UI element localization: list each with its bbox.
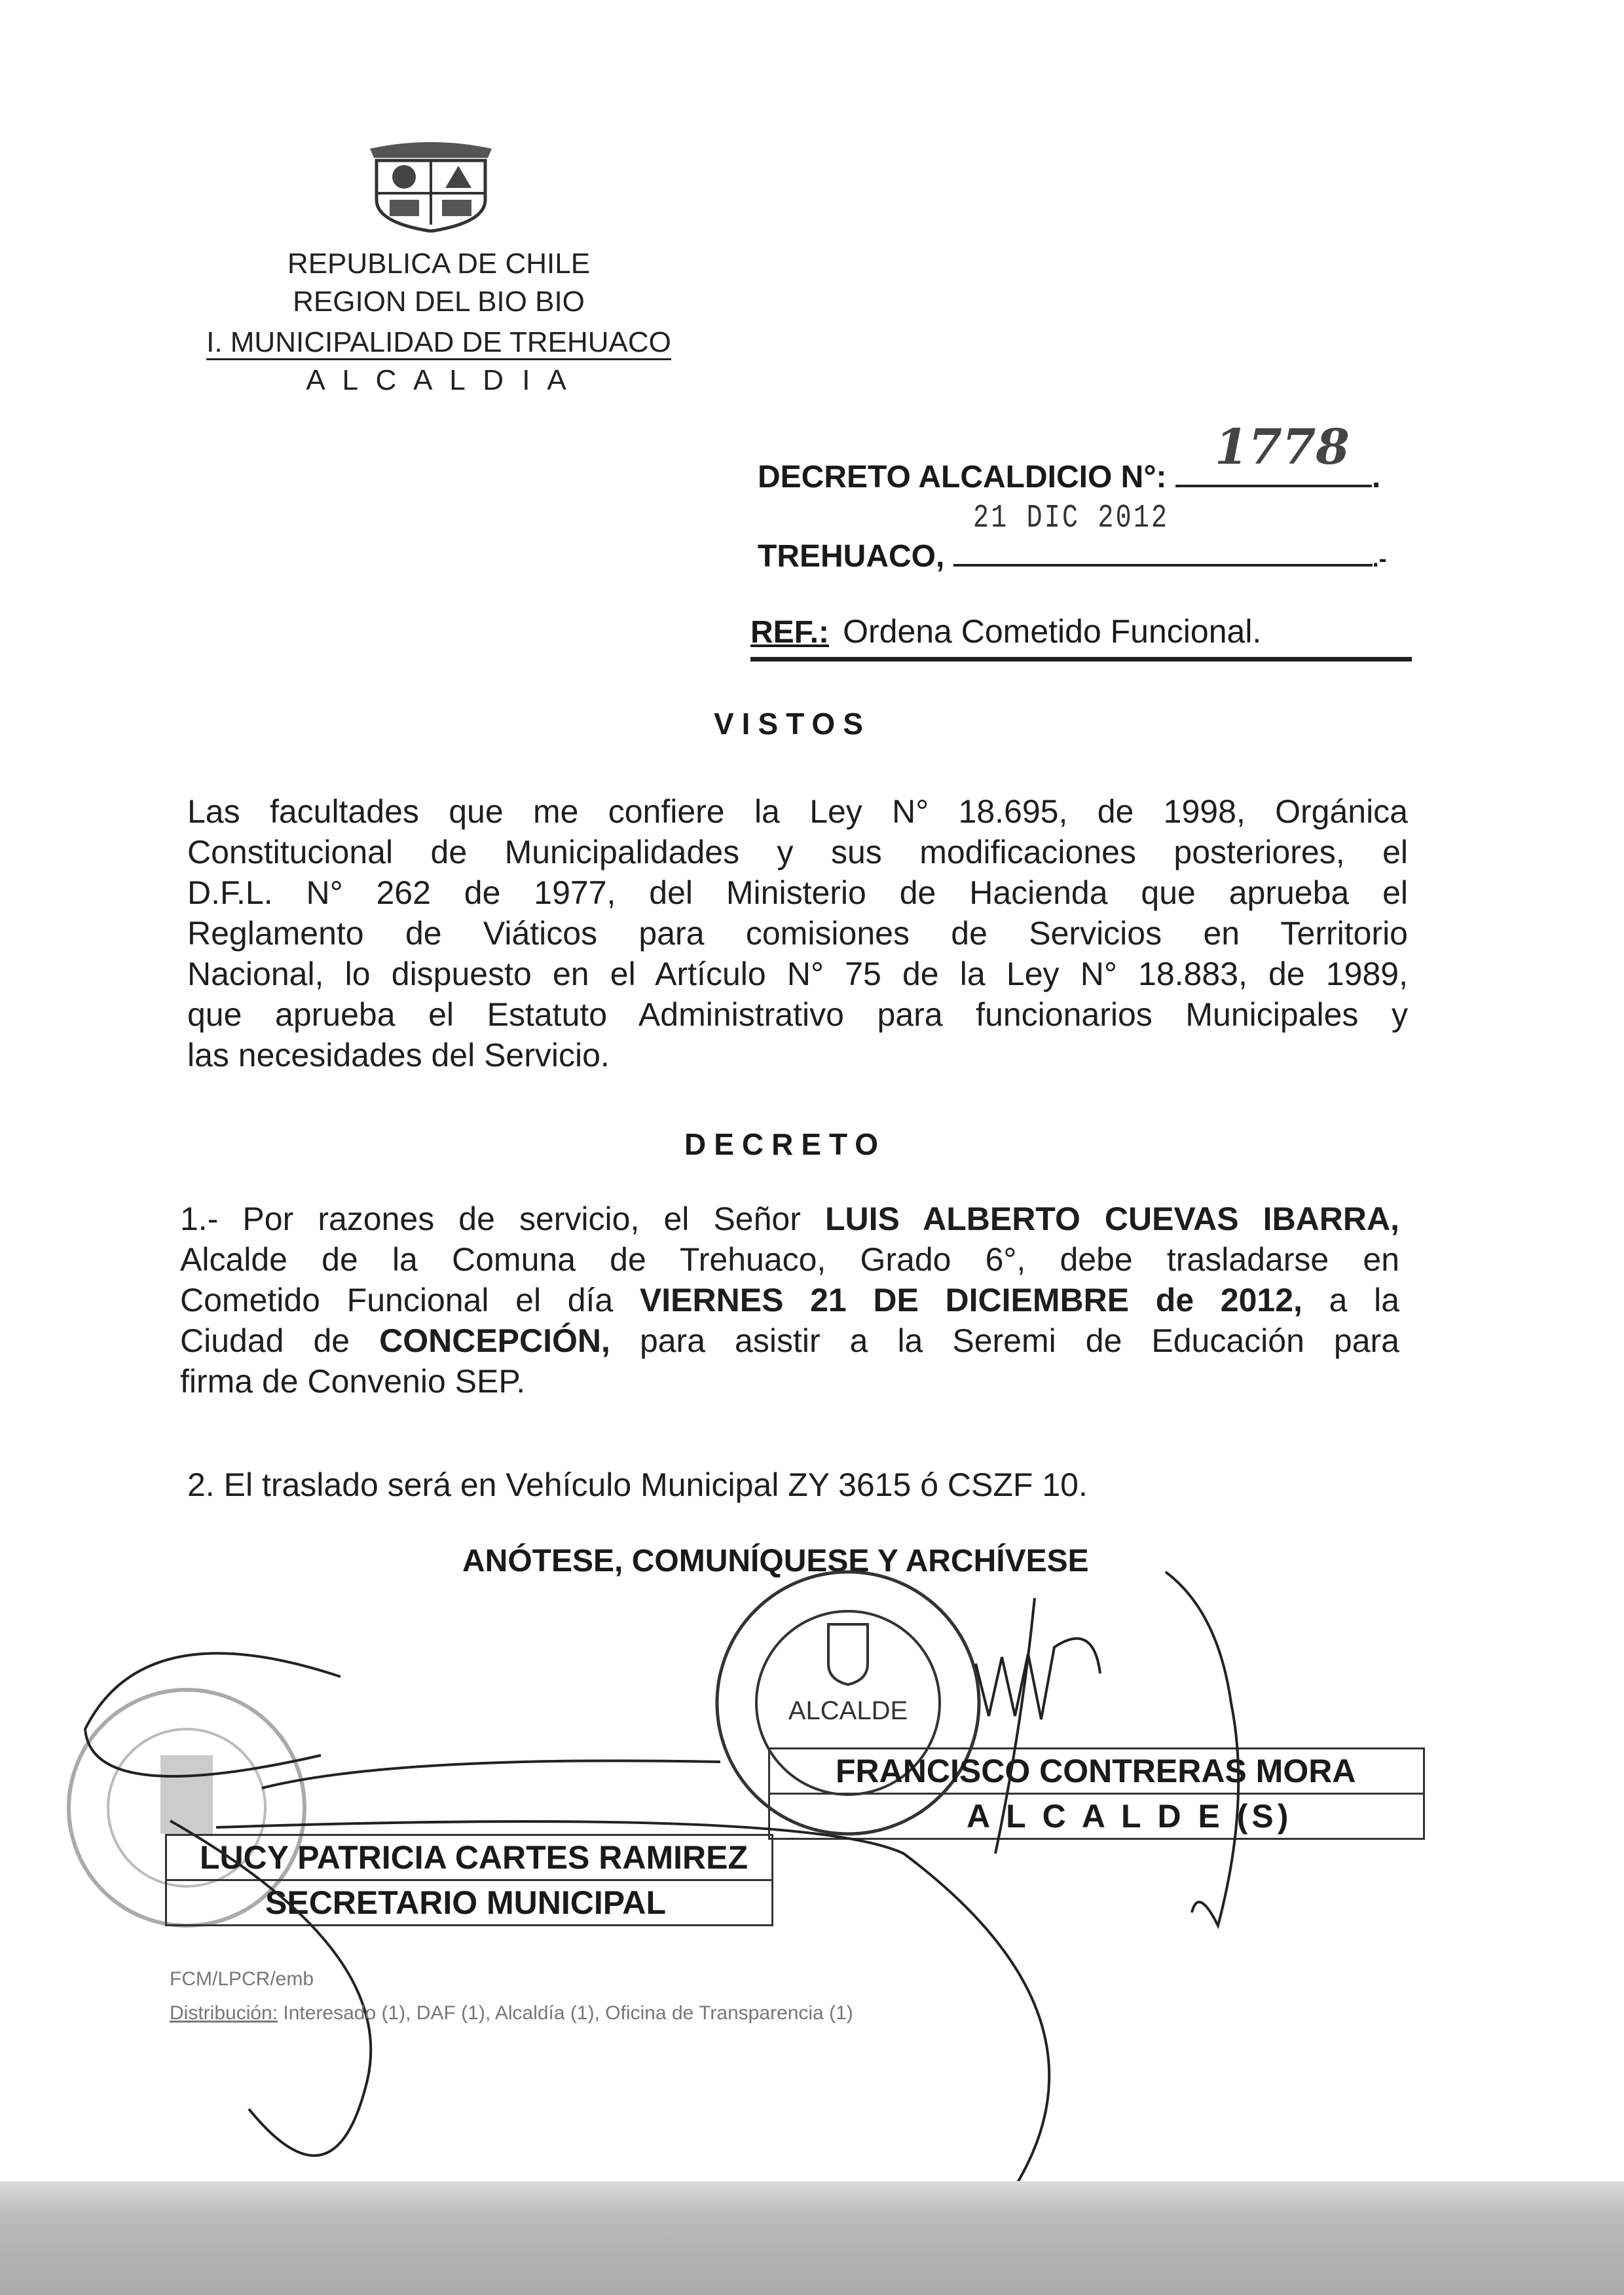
- destination: CONCEPCIÓN,: [379, 1322, 610, 1359]
- mayor-title: A L C A L D E (S): [967, 1798, 1293, 1835]
- text: Ciudad de: [180, 1322, 380, 1359]
- decree-date-stamp: 21 DIC 2012: [972, 500, 1169, 537]
- header-office: A L C A L D I A: [306, 364, 572, 396]
- vistos-line: Reglamento de Viáticos para comisiones de Servicios en Territorio: [187, 915, 1408, 952]
- reference-label: REF.:: [750, 615, 829, 650]
- text: para asistir a la Seremi de Educación para: [610, 1322, 1399, 1359]
- vistos-line: las necesidades del Servicio.: [187, 1037, 610, 1073]
- vistos-line: D.F.L. N° 262 de 1977, del Ministerio de Hacienda que aprueba el: [187, 874, 1408, 911]
- distribution-label: Distribución:: [170, 2002, 278, 2024]
- vistos-line: Nacional, lo dispuesto en el Artículo N° 75 de la Ley N° 18.883, de 1989,: [187, 956, 1408, 992]
- svg-text:ALCALDE: ALCALDE: [788, 1696, 908, 1725]
- vistos-title: VISTOS: [714, 707, 871, 741]
- header-region: REGION DEL BIO BIO: [293, 286, 585, 318]
- vistos-line: Las facultades que me confiere la Ley N° 18.695, de 1998, Orgánica: [187, 793, 1408, 830]
- decree-number-label: DECRETO ALCALDICIO N°:: [758, 460, 1167, 494]
- text: 1.- Por razones de servicio, el Señor: [180, 1201, 825, 1237]
- text: a la: [1302, 1282, 1399, 1318]
- header-country: REPUBLICA DE CHILE: [287, 248, 591, 280]
- secretary-name: LUCY PATRICIA CARTES RAMIREZ: [167, 1836, 771, 1881]
- decreto-title: DECRETO: [684, 1127, 887, 1161]
- vistos-line: que aprueba el Estatuto Administrativo para funcionarios Municipales y: [187, 996, 1408, 1033]
- decreto-item-2: 2. El traslado será en Vehículo Municipal ZY 3615 ó CSZF 10.: [187, 1466, 1088, 1503]
- vistos-line: Constitucional de Municipalidades y sus modificaciones posteriores, el: [187, 834, 1408, 870]
- distribution: [170, 2002, 853, 2024]
- decree-number-handwritten: 1778: [1214, 419, 1350, 476]
- reference-text: Ordena Cometido Funcional.: [843, 613, 1262, 650]
- decree-number-suffix: .: [1371, 460, 1381, 494]
- decree-date-suffix: .-: [1372, 545, 1387, 572]
- official-name: LUIS ALBERTO CUEVAS IBARRA,: [824, 1201, 1399, 1237]
- item1-line: Alcalde de la Comuna de Trehuaco, Grado 6°, debe trasladarse en: [180, 1241, 1399, 1278]
- secretary-title: SECRETARIO MUNICIPAL: [265, 1884, 667, 1921]
- text: Cometido Funcional el día: [180, 1282, 640, 1318]
- item1-line: firma de Convenio SEP.: [180, 1363, 526, 1400]
- travel-date: VIERNES 21 DE DICIEMBRE de 2012,: [639, 1282, 1302, 1318]
- scan-edge: [0, 2181, 1624, 2295]
- mayor-name: FRANCISCO CONTRERAS MORA: [770, 1749, 1423, 1795]
- header-municipality: I. MUNICIPALIDAD DE TREHUACO: [206, 326, 671, 360]
- distribution-text: Interesado (1), DAF (1), Alcaldía (1), Oficina de Transparencia (1): [278, 2002, 853, 2024]
- initials: FCM/LPCR/emb: [170, 1968, 314, 1990]
- closing-formula: ANÓTESE, COMUNÍQUESE Y ARCHÍVESE: [462, 1544, 1089, 1578]
- decree-place-label: TREHUACO,: [758, 539, 945, 574]
